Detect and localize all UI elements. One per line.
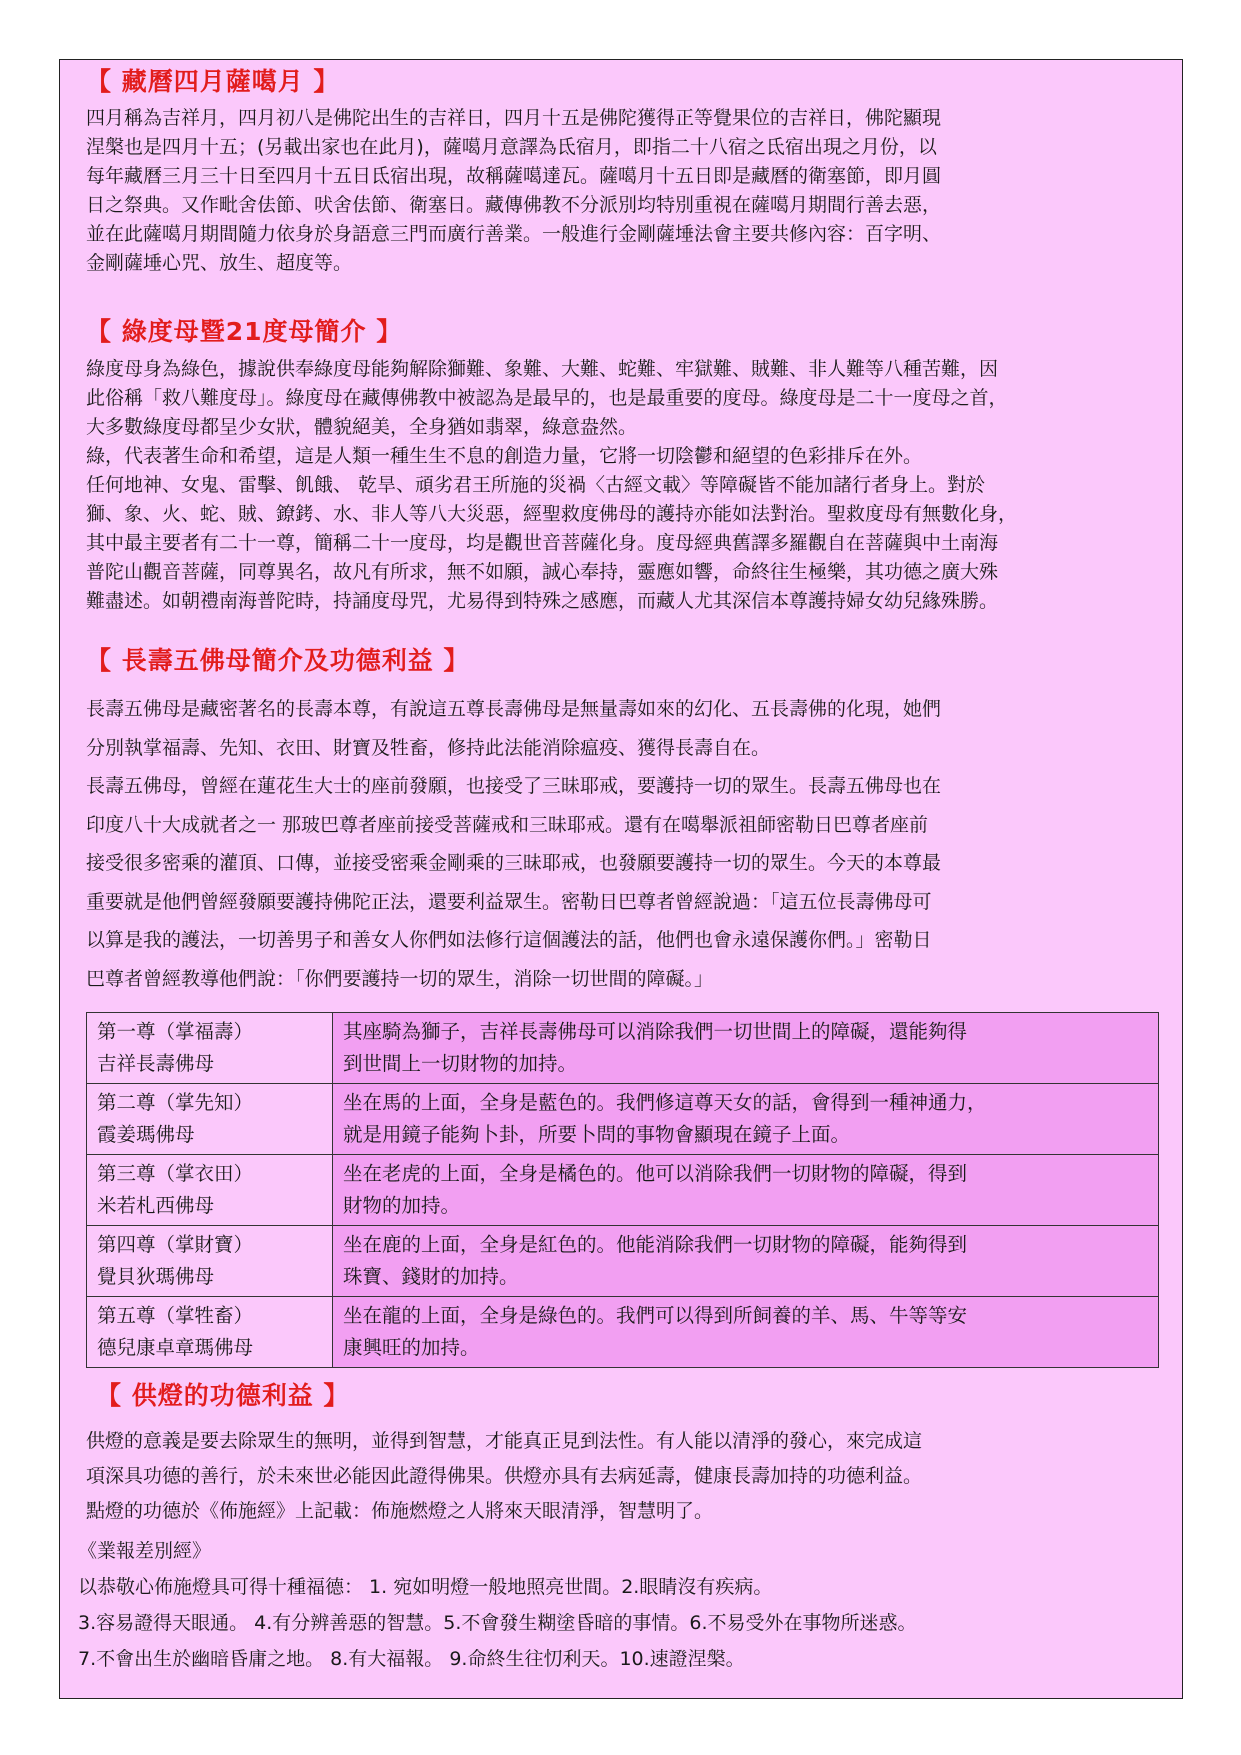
text-line: 金剛薩埵心咒、放生、超度等。 — [86, 252, 353, 274]
cell-line: 第三尊（掌衣田） — [97, 1162, 254, 1185]
text-line: 以恭敬心佈施燈具可得十種福德： 1. 宛如明燈一般地照亮世間。2.眼睛沒有疾病。 — [78, 1576, 773, 1598]
cell-line: 米若札西佛母 — [97, 1194, 215, 1217]
table-cell-name — [87, 1013, 333, 1084]
table-row — [87, 1013, 1159, 1084]
text-line: 《業報差別經》 — [78, 1540, 212, 1562]
table-cell-name — [87, 1226, 333, 1297]
table-cell-name — [87, 1297, 333, 1368]
text-line: 巴尊者曾經教導他們說：「你們要護持一切的眾生，消除一切世間的障礙。」 — [86, 967, 714, 990]
cell-line: 第五尊（掌牲畜） — [97, 1304, 254, 1327]
text-line: 涅槃也是四月十五；(另載出家也在此月)，薩噶月意譯為氐宿月，即指二十八宿之氐宿出現之月份，以 — [86, 136, 937, 158]
section-title-five-long-life-mothers: 【 長壽五佛母簡介及功德利益 】 — [86, 646, 470, 675]
section-title-green-tara: 【 綠度母暨21度母簡介 】 — [86, 317, 403, 346]
text-line: 重要就是他們曾經發願要護持佛陀正法，還要利益眾生。密勒日巴尊者曾經說過：「這五位長壽佛母可 — [86, 890, 932, 913]
text-line: 分別執掌福壽、先知、衣田、財寶及牲畜，修持此法能消除瘟疫、獲得長壽自在。 — [86, 736, 771, 759]
long-life-mothers-table — [86, 1012, 1159, 1368]
cell-line: 坐在鹿的上面，全身是紅色的。他能消除我們一切財物的障礙，能夠得到 — [343, 1233, 968, 1256]
text-line: 其中最主要者有二十一尊，簡稱二十一度母，均是觀世音菩薩化身。度母經典舊譯多羅觀自在菩薩與中土南海 — [86, 532, 999, 554]
cell-line: 吉祥長壽佛母 — [97, 1052, 215, 1075]
table-row — [87, 1084, 1159, 1155]
cell-line: 到世間上一切財物的加持。 — [343, 1052, 578, 1075]
cell-line: 財物的加持。 — [343, 1194, 461, 1217]
text-line: 四月稱為吉祥月，四月初八是佛陀出生的吉祥日，四月十五是佛陀獲得正等覺果位的吉祥日，佛陀顯現 — [86, 107, 942, 129]
section-body-lamp-offering — [86, 1424, 1176, 1529]
text-line: 長壽五佛母，曾經在蓮花生大士的座前發願，也接受了三昧耶戒，要護持一切的眾生。長壽五佛母也在 — [86, 775, 942, 797]
cell-line: 德兒康卓章瑪佛母 — [97, 1336, 254, 1359]
table-cell-name — [87, 1155, 333, 1226]
text-line: 大多數綠度母都呈少女狀，體貌絕美，全身猶如翡翠，綠意盎然。 — [86, 416, 638, 438]
table-cell-description — [333, 1297, 1159, 1368]
text-line: 普陀山觀音菩薩，同尊異名，故凡有所求，無不如願，誠心奉持，靈應如響，命終往生極樂，其功德之廣大殊 — [86, 561, 999, 583]
cell-line: 康興旺的加持。 — [343, 1336, 480, 1359]
text-line: 3.容易證得天眼通。 4.有分辨善惡的智慧。5.不會發生糊塗昏暗的事情。6.不易受外在事物所迷惑。 — [78, 1612, 917, 1634]
section-body-five-long-life-mothers — [86, 690, 1176, 998]
text-line: 獅、象、火、蛇、賊、鐐銬、水、非人等八大災惡，經聖救度佛母的護持亦能如法對治。聖救度母有無數化身， — [86, 503, 1018, 525]
cell-line: 珠寶、錢財的加持。 — [343, 1265, 519, 1288]
section-title-lamp-offering: 【 供燈的功德利益 】 — [96, 1381, 350, 1410]
table-cell-name — [87, 1084, 333, 1155]
text-line: 印度八十大成就者之一 那玻巴尊者座前接受菩薩戒和三昧耶戒。還有在噶舉派祖師密勒日巴尊者座前 — [86, 813, 929, 836]
table-cell-description — [333, 1013, 1159, 1084]
text-line: 點燈的功德於《佈施經》上記載：佈施燃燈之人將來天眼清淨，智慧明了。 — [86, 1500, 714, 1522]
section-body-saga-dawa — [86, 104, 1176, 278]
table-cell-description — [333, 1226, 1159, 1297]
cell-line: 第二尊（掌先知） — [97, 1091, 254, 1114]
text-line: 項深具功德的善行，於未來世必能因此證得佛果。供燈亦具有去病延壽，健康長壽加持的功德利益。 — [86, 1465, 923, 1487]
cell-line: 其座騎為獅子，吉祥長壽佛母可以消除我們一切世間上的障礙，還能夠得 — [343, 1020, 968, 1043]
cell-line: 覺貝狄瑪佛母 — [97, 1265, 215, 1288]
text-line: 接受很多密乘的灌頂、口傳，並接受密乘金剛乘的三昧耶戒，也發願要護持一切的眾生。今天的本尊最 — [86, 852, 942, 874]
text-line: 並在此薩噶月期間隨力依身於身語意三門而廣行善業。一般進行金剛薩埵法會主要共修內容：百字明、 — [86, 223, 942, 245]
text-line: 每年藏曆三月三十日至四月十五日氐宿出現，故稱薩噶達瓦。薩噶月十五日即是藏曆的衛塞節，即月圓 — [86, 165, 942, 187]
table-cell-description — [333, 1084, 1159, 1155]
text-line: 難盡述。如朝禮南海普陀時，持誦度母咒，尤易得到特殊之感應，而藏人尤其深信本尊護持婦女幼兒緣殊勝。 — [86, 590, 999, 612]
table-row — [87, 1297, 1159, 1368]
cell-line: 坐在龍的上面，全身是綠色的。我們可以得到所飼養的羊、馬、牛等等安 — [343, 1304, 968, 1327]
section-title-saga-dawa: 【 藏曆四月薩噶月 】 — [86, 67, 340, 96]
section-body-green-tara — [86, 355, 1176, 616]
text-line: 長壽五佛母是藏密著名的長壽本尊，有說這五尊長壽佛母是無量壽如來的幻化、五長壽佛的化現，她們 — [86, 698, 942, 720]
cell-line: 第一尊（掌福壽） — [97, 1020, 254, 1043]
text-line: 供燈的意義是要去除眾生的無明，並得到智慧，才能真正見到法性。有人能以清淨的發心，來完成這 — [86, 1430, 923, 1452]
lamp-merits-list — [78, 1533, 1168, 1677]
cell-line: 霞姜瑪佛母 — [97, 1123, 195, 1146]
cell-line: 坐在老虎的上面，全身是橘色的。他可以消除我們一切財物的障礙，得到 — [343, 1162, 968, 1185]
text-line: 任何地神、女鬼、雷擊、飢餓、 乾旱、頑劣君王所施的災禍〈古經文載〉等障礙皆不能加諸行者身上。對於 — [86, 474, 986, 496]
text-line: 日之祭典。又作毗舍佉節、吠舍佉節、衛塞日。藏傳佛教不分派別均特別重視在薩噶月期間行善去惡， — [86, 194, 942, 216]
text-line: 7.不會出生於幽暗昏庸之地。 8.有大福報。 9.命終生往忉利天。10.速證涅槃。 — [78, 1648, 745, 1670]
cell-line: 就是用鏡子能夠卜卦，所要卜問的事物會顯現在鏡子上面。 — [343, 1123, 851, 1146]
text-line: 此俗稱「救八難度母」。綠度母在藏傳佛教中被認為是最早的，也是最重要的度母。綠度母是二十一度母之首， — [86, 387, 1008, 409]
text-line: 以算是我的護法，一切善男子和善女人你們如法修行這個護法的話，他們也會永遠保護你們。」密勒日 — [86, 929, 932, 951]
table-row — [87, 1226, 1159, 1297]
cell-line: 第四尊（掌財寶） — [97, 1233, 254, 1256]
text-line: 綠，代表著生命和希望，這是人類一種生生不息的創造力量，它將一切陰鬱和絕望的色彩排斥在外。 — [86, 445, 923, 467]
table-cell-description — [333, 1155, 1159, 1226]
text-line: 綠度母身為綠色，據說供奉綠度母能夠解除獅難、象難、大難、蛇難、牢獄難、賊難、非人難等八種苦難，因 — [86, 358, 999, 380]
table-row — [87, 1155, 1159, 1226]
cell-line: 坐在馬的上面，全身是藍色的。我們修這尊天女的話，會得到一種神通力， — [343, 1091, 987, 1114]
